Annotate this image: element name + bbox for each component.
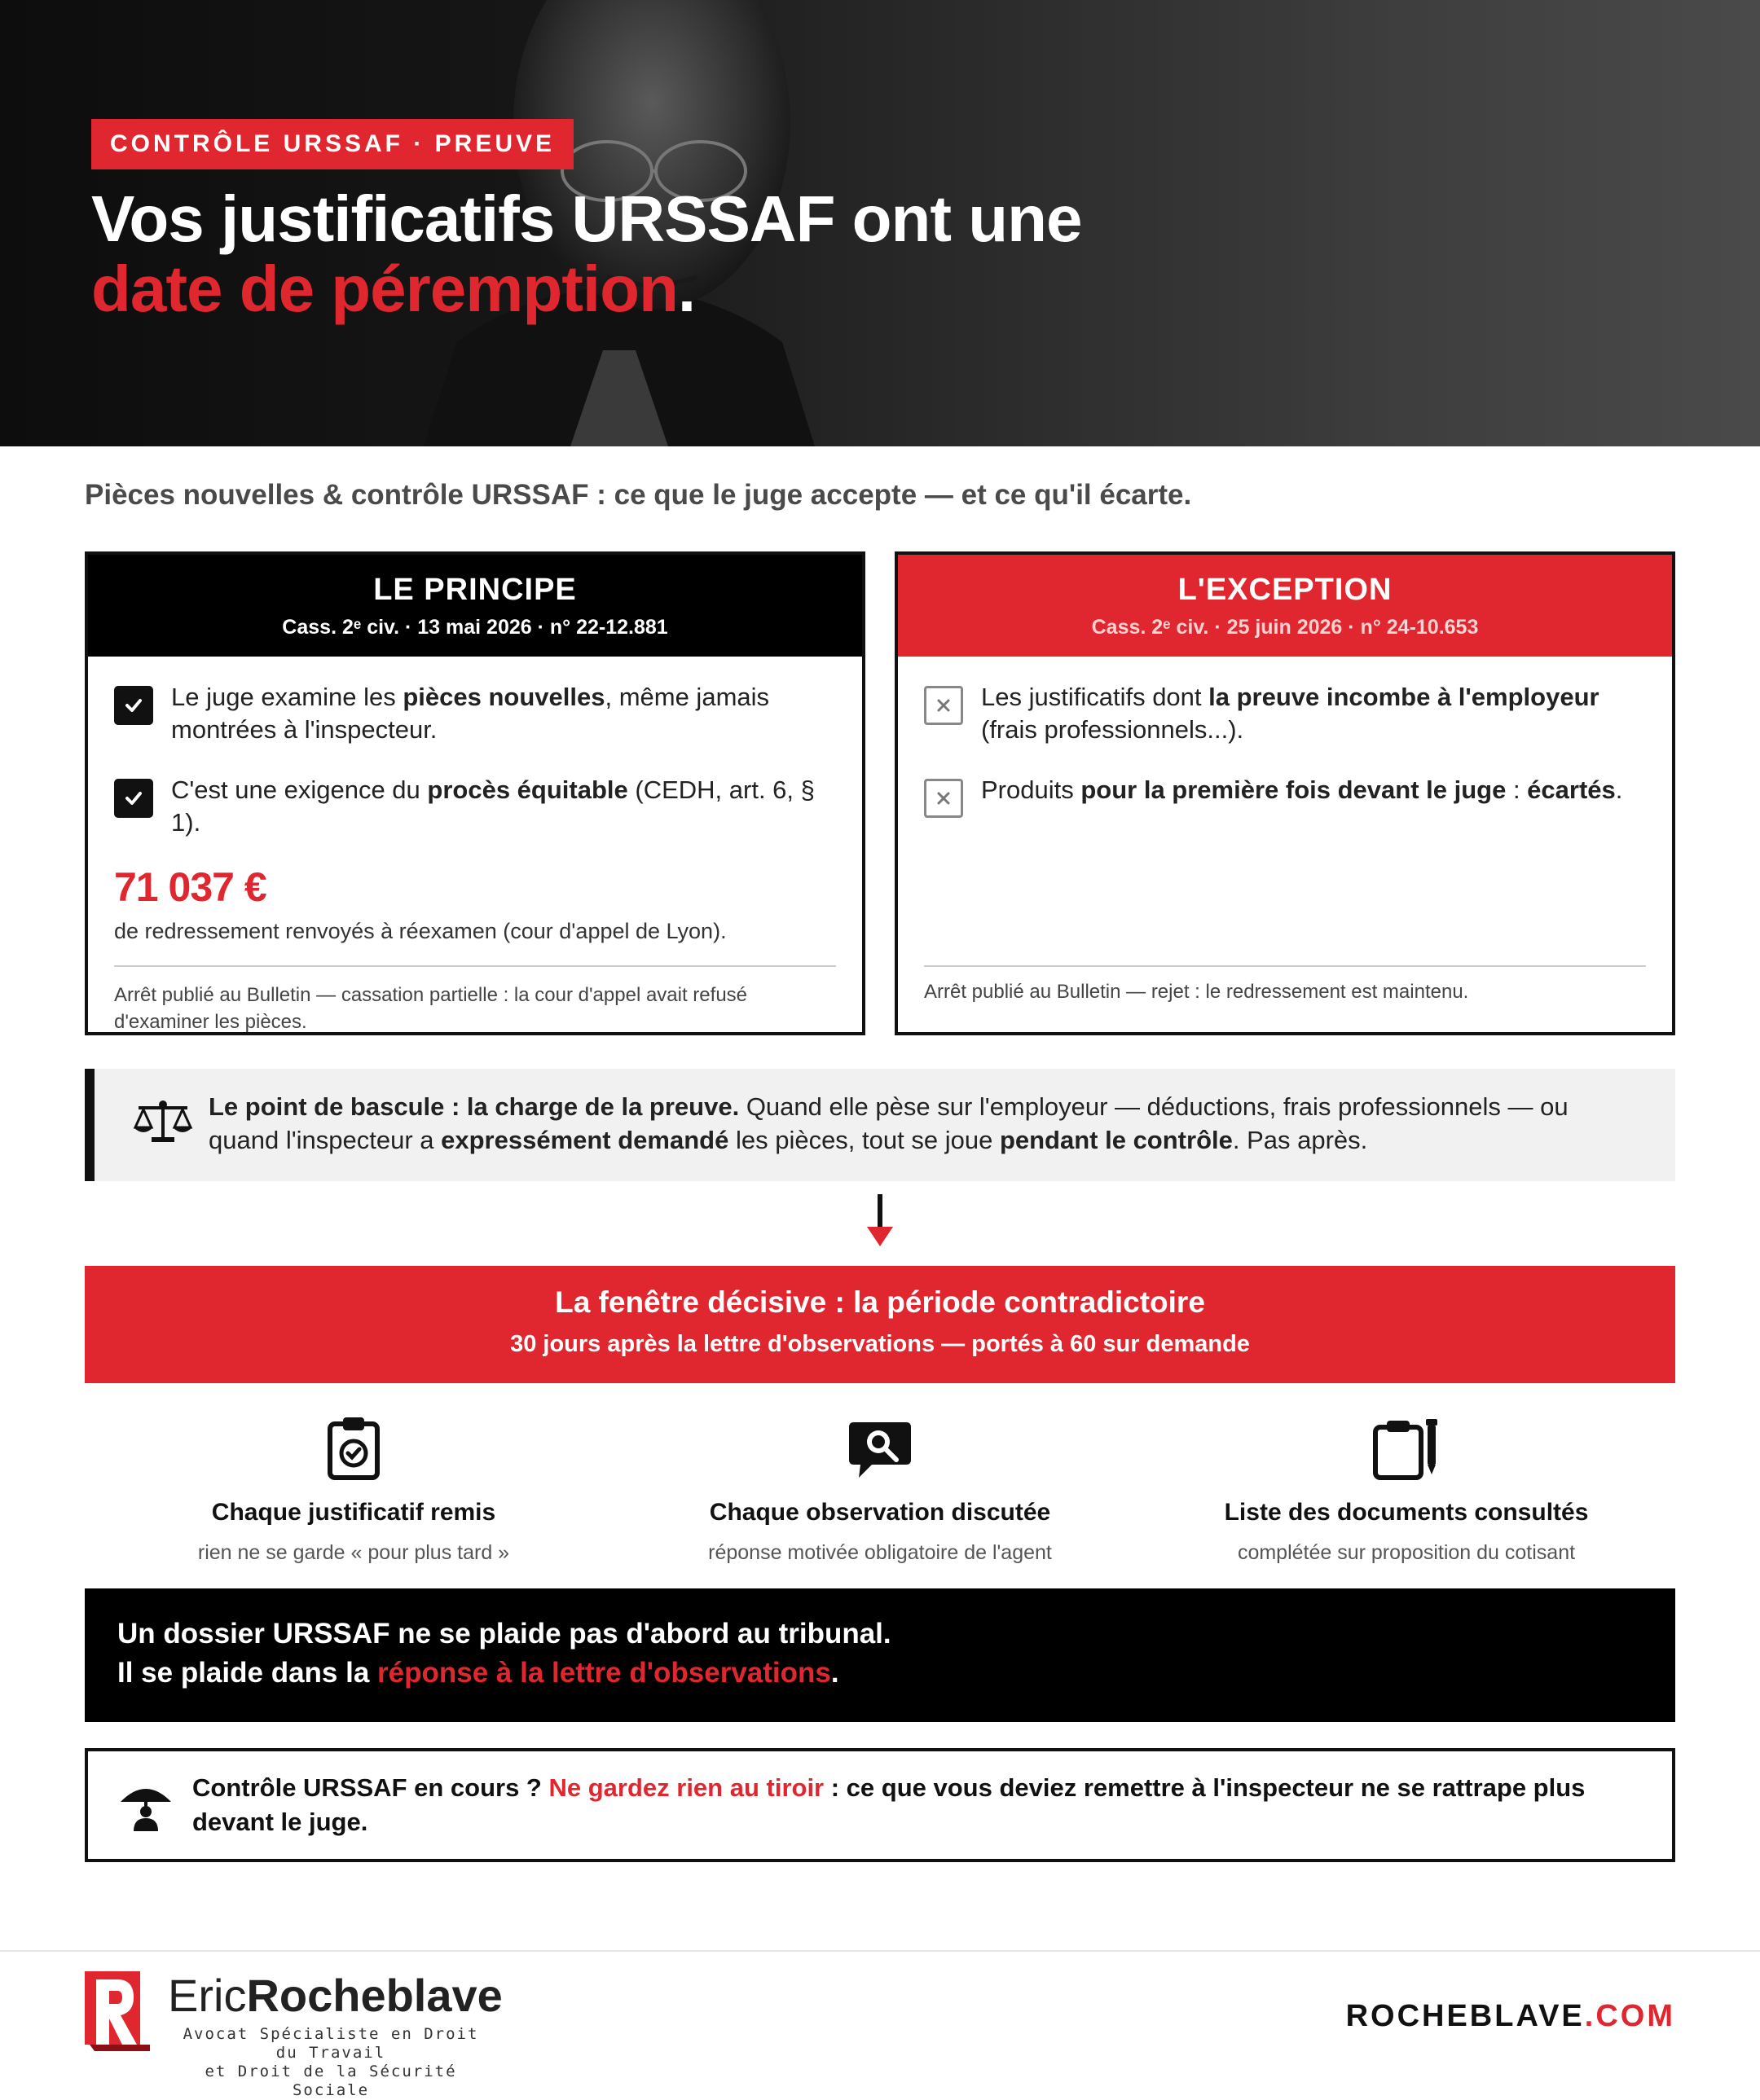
pivot-text: Le point de bascule : la charge de la preuve. Quand elle pèse sur l'employeur — déductions, frais professionnels — ou quand l'inspecteur a expressément demandé les pièces, tout se joue pendant le contrôle. Pas après. bbox=[209, 1092, 1569, 1154]
title-period: . bbox=[677, 253, 696, 325]
feature-title: Chaque observation discutée bbox=[709, 1499, 1051, 1526]
hero-banner bbox=[0, 0, 1760, 446]
exception-title: L'EXCEPTION bbox=[1177, 573, 1393, 607]
feature-item bbox=[611, 1409, 1149, 1565]
principle-item-text: C'est une exigence du procès équitable (CEDH, art. 6, § 1). bbox=[171, 775, 815, 837]
title-highlight: date de péremption bbox=[91, 253, 678, 325]
scales-icon bbox=[132, 1100, 194, 1149]
exception-footnote: Arrêt publié au Bulletin — rejet : le redressement est maintenu. bbox=[924, 981, 1469, 1003]
window-title: La fenêtre décisive : la période contradictoire bbox=[555, 1285, 1205, 1319]
pivot-panel bbox=[85, 1069, 1675, 1181]
cross-box-icon bbox=[924, 686, 963, 725]
principle-item bbox=[114, 774, 836, 839]
principle-footnote: Arrêt publié au Bulletin — cassation partielle : la cour d'appel avait refusé d'examiner les pièces. bbox=[114, 984, 748, 1033]
cross-box-icon bbox=[924, 779, 963, 818]
chat-search-icon bbox=[611, 1409, 1149, 1481]
divider bbox=[924, 965, 1646, 967]
category-tag: CONTRÔLE URSSAF · PREUVE bbox=[91, 119, 574, 169]
statement-line-2: Il se plaide dans la réponse à la lettre d'observations. bbox=[117, 1657, 839, 1689]
umbrella-person-icon bbox=[117, 1781, 174, 1837]
callout-text: Contrôle URSSAF en cours ? Ne gardez rien au tiroir : ce que vous deviez remettre à l'inspecteur ne se rattrape plus devant le juge. bbox=[192, 1773, 1586, 1836]
brand-tagline: Avocat Spécialiste en Droit du Travail et Droit de la Sécurité Sociale bbox=[183, 2025, 479, 2099]
amount-figure: 71 037 € bbox=[114, 864, 266, 910]
brand-name: EricRocheblave bbox=[168, 1970, 503, 2021]
feature-item bbox=[85, 1409, 623, 1565]
exception-item-text: Les justificatifs dont la preuve incombe à l'employeur (frais professionnels...). bbox=[981, 683, 1599, 744]
page-title bbox=[91, 184, 1082, 324]
feature-subtitle: complétée sur proposition du cotisant bbox=[1237, 1541, 1576, 1564]
key-statement bbox=[85, 1588, 1675, 1722]
checkmark-icon bbox=[114, 779, 153, 818]
features-row bbox=[85, 1409, 1675, 1572]
divider bbox=[114, 965, 836, 967]
principle-title: LE PRINCIPE bbox=[373, 573, 577, 607]
amount-caption: de redressement renvoyés à réexamen (cour d'appel de Lyon). bbox=[114, 919, 727, 943]
page-subtitle: Pièces nouvelles & contrôle URSSAF : ce que le juge accepte — et ce qu'il écarte. bbox=[85, 479, 1192, 511]
website-link[interactable]: ROCHEBLAVE.COM bbox=[1345, 1999, 1675, 2033]
feature-item bbox=[1137, 1409, 1675, 1565]
exception-item-text: Produits pour la première fois devant le juge : écartés. bbox=[981, 775, 1623, 804]
exception-reference: Cass. 2ᵉ civ. · 25 juin 2026 · n° 24-10.653 bbox=[1091, 616, 1479, 639]
clipboard-check-icon bbox=[85, 1409, 623, 1481]
title-line-1: Vos justificatifs URSSAF ont une bbox=[91, 182, 1082, 255]
advice-callout bbox=[85, 1748, 1675, 1862]
window-subtitle: 30 jours après la lettre d'observations — portés à 60 sur demande bbox=[510, 1331, 1250, 1357]
principle-reference: Cass. 2ᵉ civ. · 13 mai 2026 · n° 22-12.881 bbox=[282, 616, 668, 639]
exception-item bbox=[924, 774, 1646, 818]
principle-item-text: Le juge examine les pièces nouvelles, même jamais montrées à l'inspecteur. bbox=[171, 683, 770, 744]
checkmark-icon bbox=[114, 686, 153, 725]
decisive-window-banner bbox=[85, 1266, 1675, 1383]
logo-r-icon bbox=[85, 1971, 150, 2051]
statement-line-1: Un dossier URSSAF ne se plaide pas d'abord au tribunal. bbox=[117, 1618, 891, 1650]
exception-card bbox=[895, 551, 1675, 1035]
footer-divider bbox=[0, 1950, 1760, 1952]
principle-card bbox=[85, 551, 865, 1035]
feature-subtitle: réponse motivée obligatoire de l'agent bbox=[708, 1541, 1052, 1564]
principle-item bbox=[114, 681, 836, 746]
feature-subtitle: rien ne se garde « pour plus tard » bbox=[197, 1541, 510, 1564]
exception-item bbox=[924, 681, 1646, 746]
exception-header bbox=[898, 555, 1672, 657]
arrow-down-icon bbox=[865, 1194, 895, 1248]
principle-header bbox=[88, 555, 862, 657]
feature-title: Chaque justificatif remis bbox=[211, 1499, 496, 1526]
feature-title: Liste des documents consultés bbox=[1224, 1499, 1589, 1526]
clipboard-pen-icon bbox=[1137, 1409, 1675, 1481]
